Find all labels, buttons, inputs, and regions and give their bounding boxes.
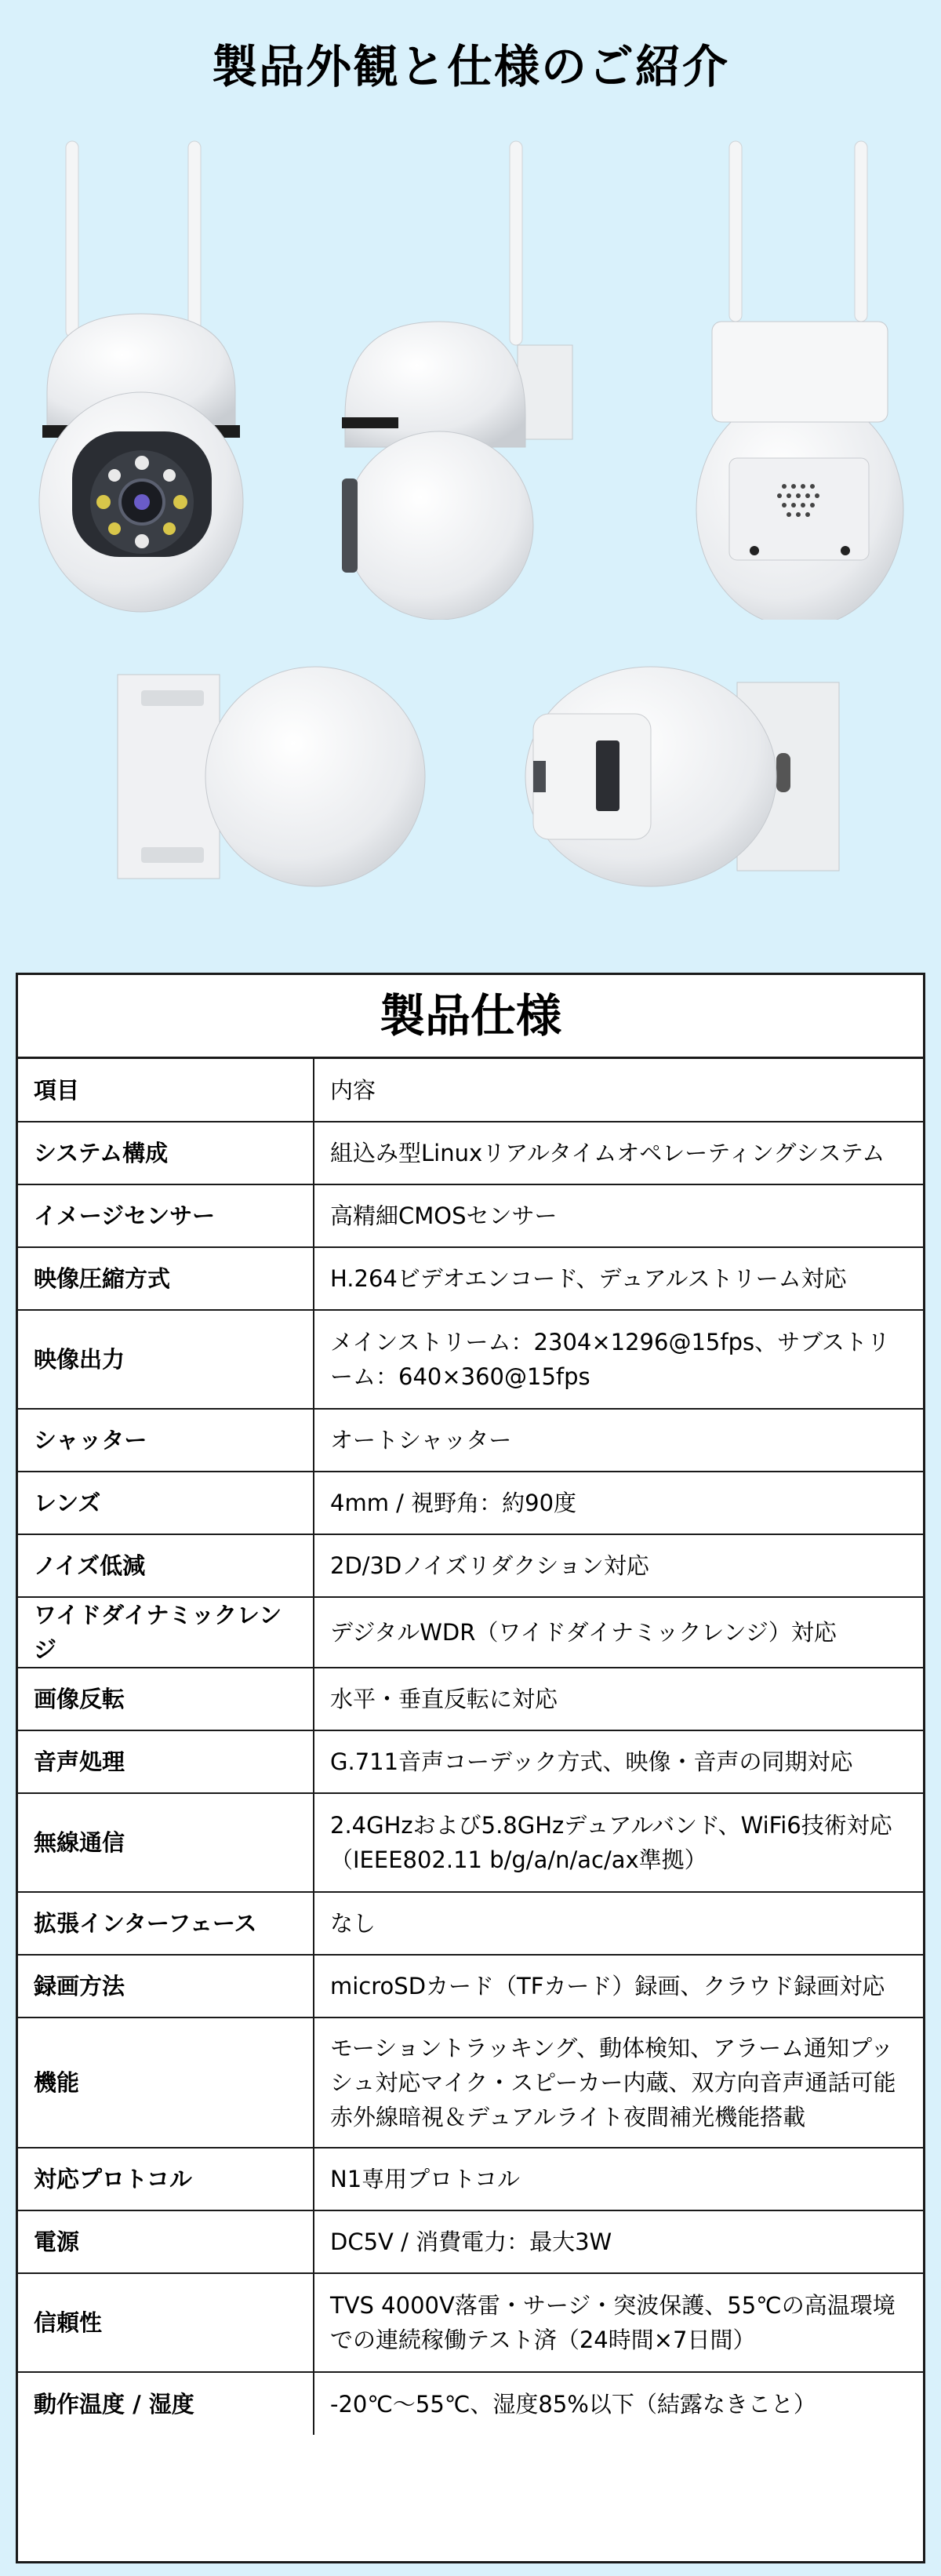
spec-value: 内容	[330, 1076, 376, 1104]
table-row	[18, 1122, 923, 1184]
table-row	[18, 2210, 923, 2273]
table-row	[18, 2018, 923, 2148]
spec-value: 2D/3Dノイズリダクション対応	[314, 1534, 923, 1597]
spec-value: 4mm / 視野角：約90度	[314, 1472, 923, 1534]
table-row	[18, 1472, 923, 1534]
spec-table-body	[18, 1059, 923, 2435]
table-row	[18, 1247, 923, 1310]
spec-value: なし	[314, 1892, 923, 1955]
spec-key: ノイズ低減	[18, 1534, 314, 1597]
spec-key: シャッター	[18, 1409, 314, 1472]
camera-side-view-image	[337, 133, 588, 620]
camera-bottom-view-image	[518, 659, 847, 894]
spec-key: 音声処理	[18, 1730, 314, 1793]
spec-value: 高精細CMOSセンサー	[314, 1184, 923, 1247]
spec-value: TVS 4000V落雷・サージ・突波保護、55℃の高温環境での連続稼働テスト済（24時間×7日間）	[314, 2273, 923, 2372]
spec-key: システム構成	[18, 1122, 314, 1184]
spec-value: G.711音声コーデック方式、映像・音声の同期対応	[314, 1730, 923, 1793]
spec-value: DC5V / 消費電力：最大3W	[314, 2210, 923, 2273]
table-row	[18, 1184, 923, 1247]
table-row	[18, 2372, 923, 2435]
table-row	[18, 1059, 923, 1122]
spec-key: レンズ	[18, 1472, 314, 1534]
table-row	[18, 2148, 923, 2210]
spec-key: 対応プロトコル	[18, 2148, 314, 2210]
spec-key: ワイドダイナミックレンジ	[18, 1597, 314, 1668]
spec-value: N1専用プロトコル	[314, 2148, 923, 2210]
table-row	[18, 1955, 923, 2018]
table-row	[18, 1409, 923, 1472]
table-row	[18, 1730, 923, 1793]
spec-value: オートシャッター	[314, 1409, 923, 1472]
spec-value: 2.4GHzおよび5.8GHzデュアルバンド、WiFi6技術対応（IEEE802.11 b/g/a/n/ac/ax準拠）	[314, 1793, 923, 1892]
spec-key: 映像圧縮方式	[18, 1247, 314, 1310]
spec-key: 録画方法	[18, 1955, 314, 2018]
spec-key: 動作温度 / 湿度	[18, 2372, 314, 2435]
spec-key: 無線通信	[18, 1793, 314, 1892]
table-row	[18, 1668, 923, 1730]
page-title: 製品外観と仕様のご紹介	[211, 40, 729, 93]
spec-key: イメージセンサー	[18, 1184, 314, 1247]
spec-key: 電源	[18, 2210, 314, 2273]
spec-key: 機能	[18, 2018, 314, 2148]
spec-value: -20℃～55℃、湿度85%以下（結露なきこと）	[314, 2372, 923, 2435]
spec-key: 画像反転	[18, 1668, 314, 1730]
camera-front-view-image	[31, 133, 259, 620]
table-row	[18, 1793, 923, 1892]
spec-value: microSDカード（TFカード）録画、クラウド録画対応	[314, 1955, 923, 2018]
spec-value: 組込み型Linuxリアルタイムオペレーティングシステム	[314, 1122, 923, 1184]
spec-key: 映像出力	[18, 1310, 314, 1409]
camera-back-view-image	[690, 133, 917, 620]
spec-value: 水平・垂直反転に対応	[314, 1668, 923, 1730]
table-row	[18, 1534, 923, 1597]
camera-top-view-image	[110, 659, 439, 894]
spec-table	[16, 973, 925, 2563]
table-row	[18, 1892, 923, 1955]
spec-key: 拡張インターフェース	[18, 1892, 314, 1955]
spec-value: H.264ビデオエンコード、デュアルストリーム対応	[314, 1247, 923, 1310]
spec-table-title: 製品仕様	[18, 975, 923, 1059]
table-row	[18, 2273, 923, 2372]
table-row	[18, 1597, 923, 1668]
spec-value: メインストリーム：2304×1296@15fps、サブストリーム：640×360@15fps	[314, 1310, 923, 1409]
table-row	[18, 1310, 923, 1409]
spec-key: 項目	[18, 1059, 314, 1122]
spec-value: モーショントラッキング、動体検知、アラーム通知プッシュ対応マイク・スピーカー内蔵、双方向音声通話可能赤外線暗視＆デュアルライト夜間補光機能搭載	[314, 2018, 923, 2148]
spec-key: 信頼性	[18, 2273, 314, 2372]
spec-value: デジタルWDR（ワイドダイナミックレンジ）対応	[314, 1597, 923, 1668]
